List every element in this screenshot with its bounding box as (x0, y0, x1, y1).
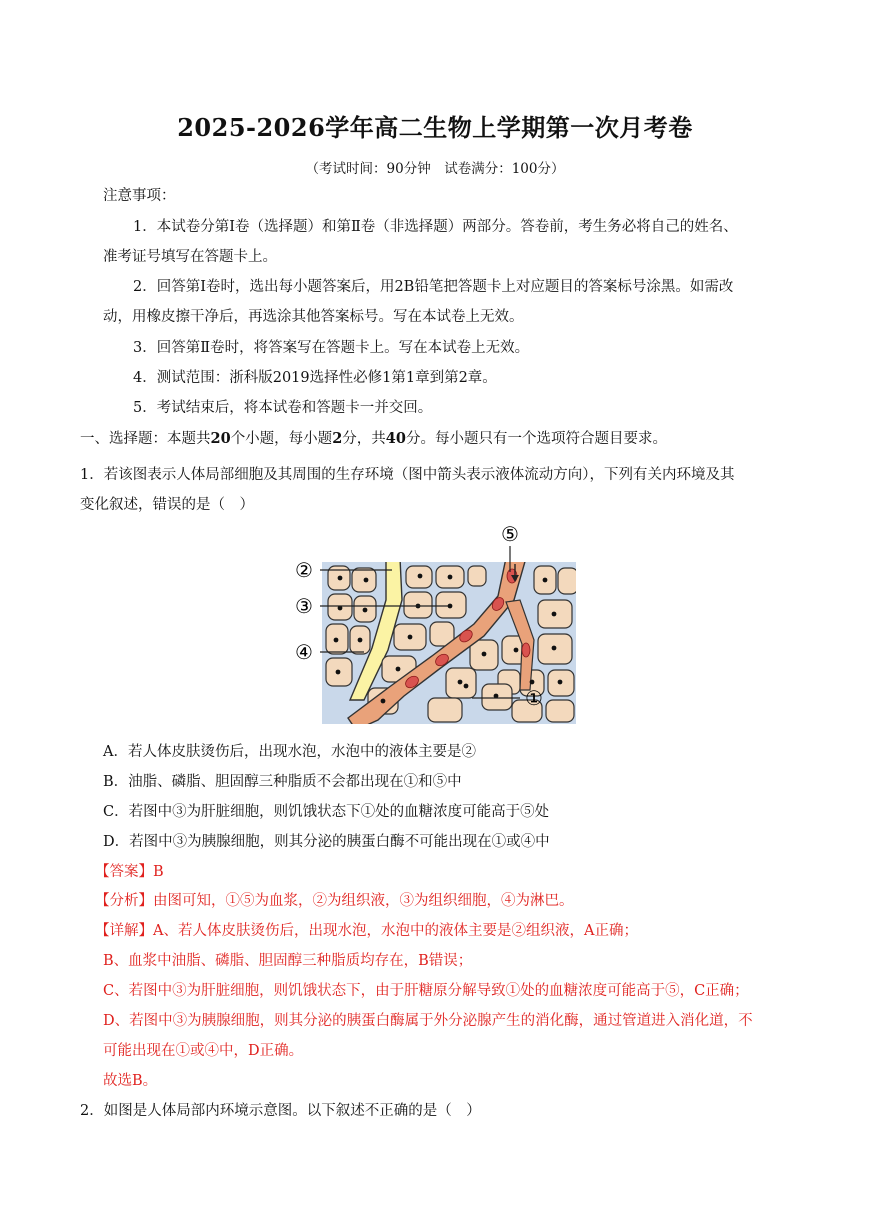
figure-label-tissue-fluid: ② (295, 558, 313, 582)
nucleus (514, 648, 519, 653)
section-1-question-count: 20 (210, 430, 231, 447)
exam-subtitle: （考试时间：90分钟 试卷满分：100分） (305, 161, 565, 177)
q1-detail-line-2: B、血浆中油脂、磷脂、胆固醇三种脂质均存在，B错误； (103, 953, 473, 969)
q1-option-c: C．若图中③为肝脏细胞，则饥饿状态下①处的血糖浓度可能高于⑤处 (103, 804, 550, 820)
figure-label-lymph: ④ (295, 640, 313, 664)
nucleus (364, 578, 369, 583)
nucleus (408, 635, 413, 640)
nucleus (418, 574, 423, 579)
tissue-cell (546, 700, 574, 722)
q1-option-b: B．油脂、磷脂、胆固醇三种脂质不会都出现在①和⑤中 (103, 774, 462, 790)
nucleus (358, 638, 363, 643)
nucleus (530, 680, 535, 685)
notice-item-1-line-1: 1．本试卷分第Ⅰ卷（选择题）和第Ⅱ卷（非选择题）两部分。答卷前，考生务必将自己的姓名、 (133, 219, 738, 235)
nucleus (464, 684, 469, 689)
section-1-text-1: 一、选择题：本题共 (80, 431, 211, 447)
nucleus (396, 667, 401, 672)
figure-label-plasma-bottom: ① (525, 686, 543, 710)
section-1-points-each: 2 (332, 430, 343, 447)
nucleus (448, 604, 453, 609)
q1-choose: 故选B。 (103, 1073, 158, 1089)
q1-detail-line-1: 【详解】A、若人体皮肤烫伤后，出现水泡，水泡中的液体主要是②组织液，A正确； (95, 923, 638, 939)
nucleus (482, 652, 487, 657)
section-1-text-2: 个小题，每小题 (230, 431, 333, 447)
red-blood-cell (522, 643, 530, 657)
tissue-cell (558, 568, 578, 594)
nucleus (338, 576, 343, 581)
nucleus (448, 575, 453, 580)
nucleus (336, 670, 341, 675)
notice-item-2-line-1: 2．回答第Ⅰ卷时，选出每小题答案后，用2B铅笔把答题卡上对应题目的答案标号涂黑。如需改 (133, 279, 734, 295)
section-1-points-total: 40 (385, 430, 406, 447)
section-1-text-3: 分，共 (342, 431, 386, 447)
notice-heading: 注意事项： (103, 188, 176, 204)
nucleus (552, 646, 557, 651)
q1-option-a: A．若人体皮肤烫伤后，出现水泡，水泡中的液体主要是② (103, 744, 476, 760)
section-1-heading (80, 429, 667, 449)
nucleus (458, 680, 463, 685)
tissue-cell (428, 698, 462, 722)
nucleus (334, 638, 339, 643)
q2-stem: 2．如图是人体局部内环境示意图。以下叙述不正确的是（ ） (80, 1103, 481, 1119)
q1-analysis: 【分析】由图可知，①⑤为血浆，②为组织液，③为组织细胞，④为淋巴。 (95, 893, 574, 909)
q1-stem-line-1: 1．若该图表示人体局部细胞及其周围的生存环境（图中箭头表示液体流动方向），下列有关内环境及其 (80, 467, 735, 483)
notice-item-3: 3．回答第Ⅱ卷时，将答案写在答题卡上。写在本试卷上无效。 (133, 340, 530, 356)
q1-detail-line-5: 可能出现在①或④中，D正确。 (103, 1043, 304, 1059)
nucleus (381, 699, 386, 704)
q1-option-d: D．若图中③为胰腺细胞，则其分泌的胰蛋白酶不可能出现在①或④中 (103, 834, 550, 850)
figure-label-plasma-top: ⑤ (501, 522, 519, 546)
page-title: 2025-2026学年高二生物上学期第一次月考卷 (177, 113, 693, 142)
notice-item-5: 5．考试结束后，将本试卷和答题卡一并交回。 (133, 400, 433, 416)
notice-item-4: 4．测试范围：浙科版2019选择性必修1第1章到第2章。 (133, 370, 497, 386)
tissue-cell (468, 566, 486, 586)
notice-item-2-line-2: 动，用橡皮擦干净后，再选涂其他答案标号。写在本试卷上无效。 (103, 309, 524, 325)
q1-detail-line-4: D、若图中③为胰腺细胞，则其分泌的胰蛋白酶属于外分泌腺产生的消化酶，通过管道进入消化道，不 (103, 1013, 753, 1029)
q1-stem-line-2: 变化叙述，错误的是（ ） (80, 497, 254, 513)
figure-label-tissue-cell: ③ (295, 594, 313, 618)
section-1-text-4: 分。每小题只有一个选项符合题目要求。 (405, 431, 667, 447)
nucleus (552, 612, 557, 617)
tissue-diagram (288, 520, 588, 730)
q1-detail-line-3: C、若图中③为肝脏细胞，则饥饿状态下，由于肝糖原分解导致①处的血糖浓度可能高于⑤，C正确； (103, 983, 749, 999)
q1-answer: 【答案】B (95, 864, 164, 880)
nucleus (543, 578, 548, 583)
nucleus (363, 608, 368, 613)
notice-item-1-line-2: 准考证号填写在答题卡上。 (103, 249, 277, 265)
nucleus (558, 680, 563, 685)
